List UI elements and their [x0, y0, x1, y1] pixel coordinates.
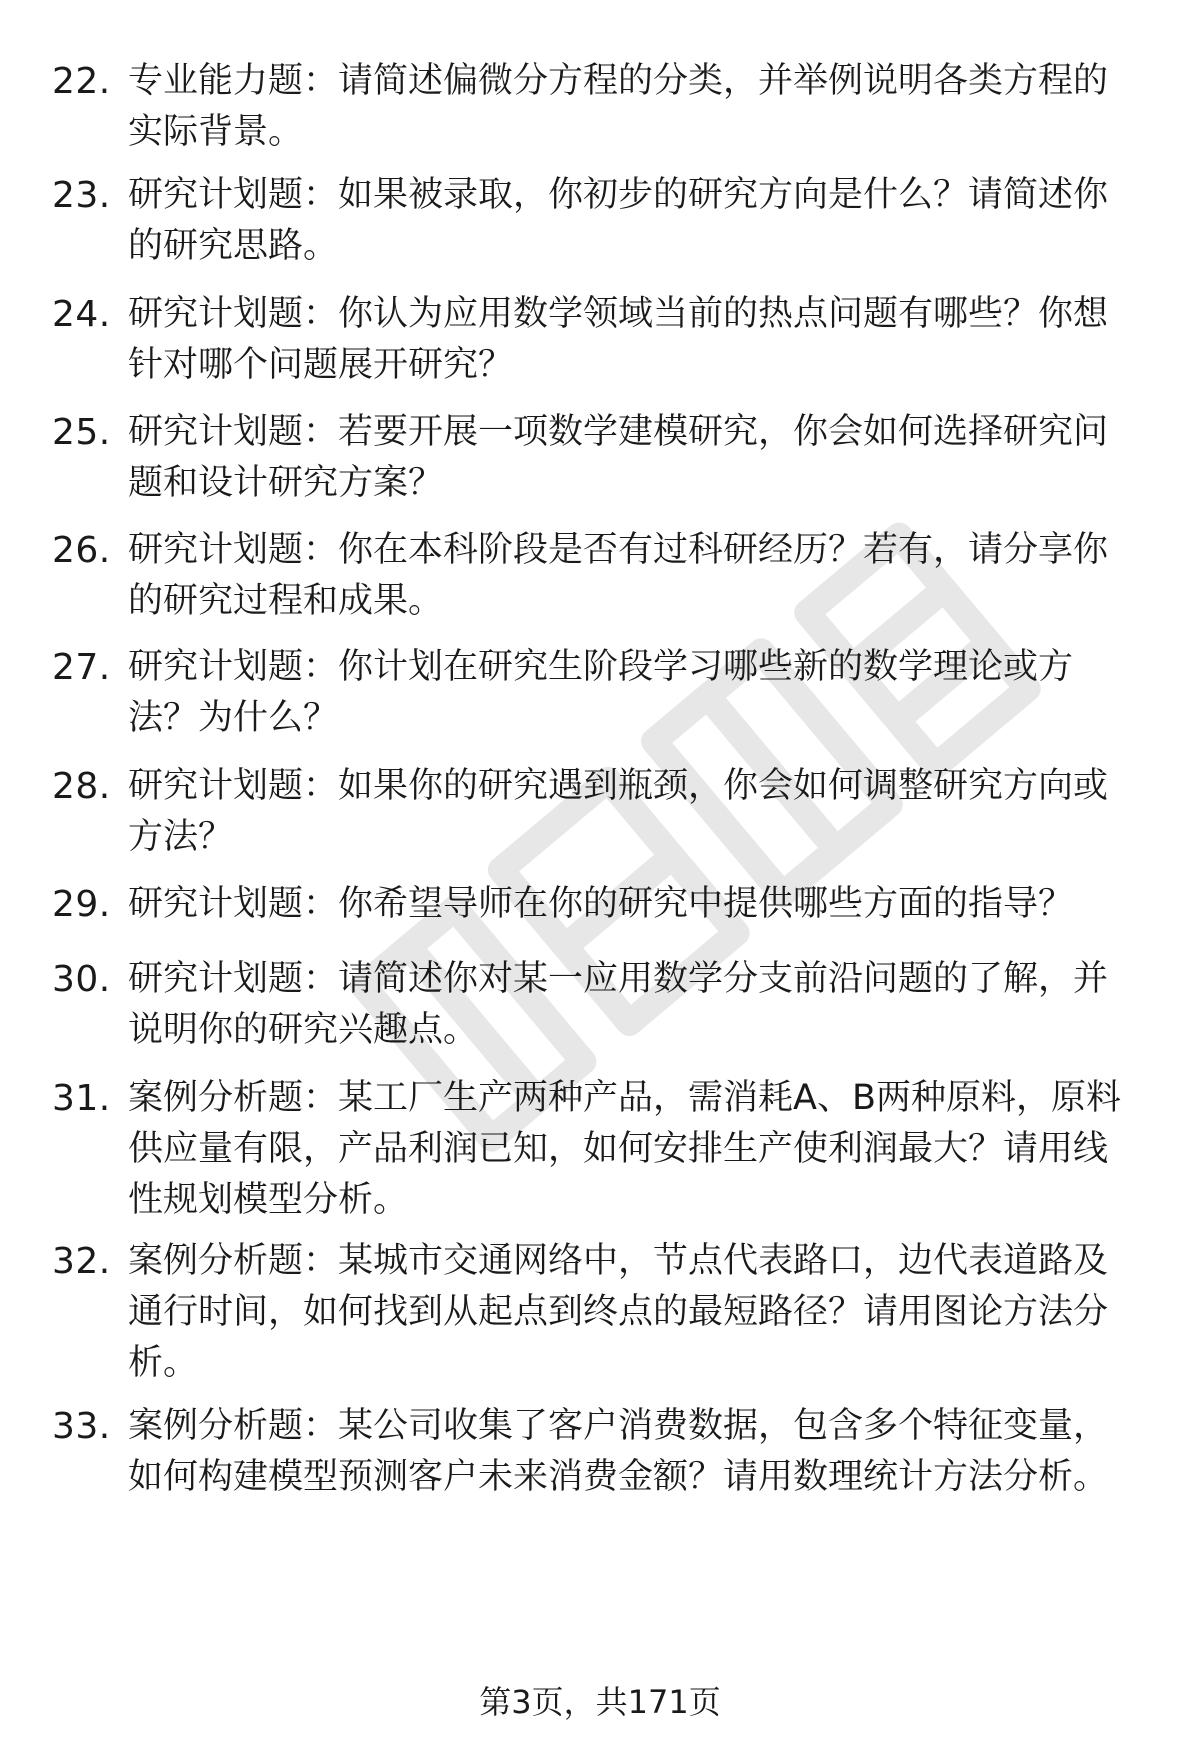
question-line: 研究计划题：你认为应用数学领域当前的热点问题有哪些？你想	[128, 294, 1109, 334]
question-text	[128, 525, 1148, 627]
question-number: 28.	[52, 766, 111, 807]
question-line: 研究计划题：你希望导师在你的研究中提供哪些方面的指导？	[128, 884, 1074, 924]
question-line: 研究计划题：如果被录取，你初步的研究方向是什么？请简述你	[128, 175, 1109, 215]
page-footer: 第3页，共171页	[479, 1683, 721, 1721]
question-line: 研究计划题：请简述你对某一应用数学分支前沿问题的了解，并	[128, 959, 1109, 999]
question-number: 32.	[52, 1241, 111, 1282]
question-line: 性规划模型分析。	[128, 1180, 409, 1220]
question-text	[128, 289, 1148, 391]
question-text	[128, 1401, 1148, 1503]
question-line: 的研究思路。	[128, 226, 339, 266]
question-line: 案例分析题：某公司收集了客户消费数据，包含多个特征变量，	[128, 1406, 1109, 1446]
question-text	[128, 170, 1148, 272]
question-line: 题和设计研究方案？	[128, 463, 444, 503]
question-line: 实际背景。	[128, 112, 304, 152]
question-text	[128, 56, 1148, 158]
question-number: 30.	[52, 959, 111, 1000]
question-text	[128, 879, 1148, 930]
question-line: 如何构建模型预测客户未来消费金额？请用数理统计方法分析。	[128, 1457, 1109, 1497]
question-line: 供应量有限，产品利润已知，如何安排生产使利润最大？请用线	[128, 1129, 1109, 1169]
question-line: 研究计划题：你在本科阶段是否有过科研经历？若有，请分享你	[128, 530, 1109, 570]
question-number: 24.	[52, 294, 111, 335]
question-line: 方法？	[128, 817, 234, 857]
question-number: 22.	[52, 61, 111, 102]
question-line: 案例分析题：某城市交通网络中，节点代表路口，边代表道路及	[128, 1241, 1109, 1281]
question-line: 研究计划题：你计划在研究生阶段学习哪些新的数学理论或方	[128, 647, 1074, 687]
question-text	[128, 407, 1148, 509]
question-line: 通行时间，如何找到从起点到终点的最短路径？请用图论方法分	[128, 1292, 1109, 1332]
question-line: 法？为什么？	[128, 698, 339, 738]
question-number: 33.	[52, 1406, 111, 1447]
question-line: 针对哪个问题展开研究？	[128, 345, 514, 385]
question-text	[128, 1073, 1148, 1226]
question-number: 31.	[52, 1078, 111, 1119]
question-line: 专业能力题：请简述偏微分方程的分类，并举例说明各类方程的	[128, 61, 1109, 101]
question-line: 的研究过程和成果。	[128, 581, 444, 621]
question-number: 29.	[52, 884, 111, 925]
question-number: 26.	[52, 530, 111, 571]
question-number: 27.	[52, 647, 111, 688]
question-line: 案例分析题：某工厂生产两种产品，需消耗A、B两种原料，原料	[128, 1078, 1121, 1118]
question-text	[128, 1236, 1148, 1389]
question-text	[128, 761, 1148, 863]
question-number: 25.	[52, 412, 111, 453]
question-line: 析。	[128, 1343, 199, 1383]
question-text	[128, 642, 1148, 744]
question-line: 说明你的研究兴趣点。	[128, 1010, 479, 1050]
question-line: 研究计划题：若要开展一项数学建模研究，你会如何选择研究问	[128, 412, 1109, 452]
question-number: 23.	[52, 175, 111, 216]
question-text	[128, 954, 1148, 1056]
question-line: 研究计划题：如果你的研究遇到瓶颈，你会如何调整研究方向或	[128, 766, 1109, 806]
